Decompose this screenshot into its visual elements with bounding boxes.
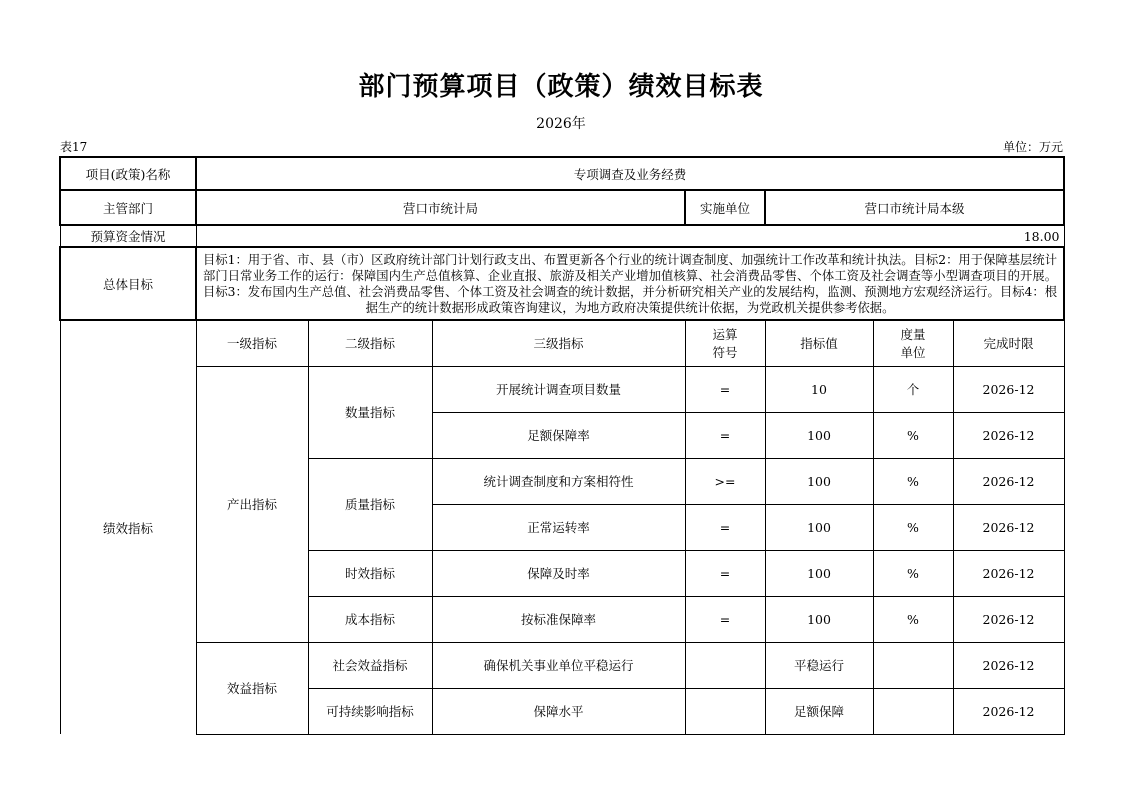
operator-cell: = <box>685 412 765 458</box>
year-label: 2026年 <box>536 116 586 132</box>
goal-text: 目标1：用于省、市、县（市）区政府统计部门计划行政支出、布置更新各个行业的统计调查制度、加强统计工作改革和统计执法。目标2：用于保障基层统计部门日常业务工作的运行：保障国内生产总值核算、企业直报、旅游及相关产业增加值核算、社会消费品零售、个体工资及社会调查等小型调查项目的开展。目标3：发布国内生产总值、社会消费品零售、个体工资及社会调查的统计数据，并分析研究相关产业的发展结构，监测、预测地方宏观经济运行。目标4：根据生产的统计数据形成政策咨询建议，为地方政府决策提供统计依据，为党政机关提供参考依据。 <box>196 247 1064 320</box>
value-cell: 100 <box>765 412 873 458</box>
operator-cell: = <box>685 366 765 412</box>
level3-cell: 保障水平 <box>432 688 685 734</box>
operator-cell: = <box>685 550 765 596</box>
page-title: 部门预算项目（政策）绩效目标表 <box>358 72 764 102</box>
project-name-row <box>60 157 1064 190</box>
deadline-cell: 2026-12 <box>953 688 1064 734</box>
deadline-cell: 2026-12 <box>953 642 1064 688</box>
unit-cell: % <box>873 412 953 458</box>
indicator-header-row <box>60 320 1064 366</box>
budget-row <box>60 225 1064 247</box>
header-level3: 三级指标 <box>432 320 685 366</box>
header-level2: 二级指标 <box>308 320 432 366</box>
level2-quantity: 数量指标 <box>308 366 432 458</box>
value-cell: 平稳运行 <box>765 642 873 688</box>
operator-cell: = <box>685 596 765 642</box>
budget-label: 预算资金情况 <box>60 225 196 247</box>
level2-sustainability: 可持续影响指标 <box>308 688 432 734</box>
level3-cell: 确保机关事业单位平稳运行 <box>432 642 685 688</box>
impl-value: 营口市统计局本级 <box>765 190 1064 225</box>
level1-benefit: 效益指标 <box>196 642 308 734</box>
operator-cell: >= <box>685 458 765 504</box>
value-cell: 100 <box>765 504 873 550</box>
level3-cell: 保障及时率 <box>432 550 685 596</box>
goal-label: 总体目标 <box>60 247 196 320</box>
department-row <box>60 190 1064 225</box>
deadline-cell: 2026-12 <box>953 550 1064 596</box>
dept-label: 主管部门 <box>60 190 196 225</box>
unit-cell: % <box>873 550 953 596</box>
level2-cost: 成本指标 <box>308 596 432 642</box>
deadline-cell: 2026-12 <box>953 504 1064 550</box>
unit-label: 单位：万元 <box>1002 140 1063 154</box>
header-operator: 运算 符号 <box>685 320 765 366</box>
unit-cell: % <box>873 504 953 550</box>
value-cell: 100 <box>765 458 873 504</box>
table-number: 表17 <box>60 140 88 154</box>
deadline-cell: 2026-12 <box>953 458 1064 504</box>
value-cell: 100 <box>765 596 873 642</box>
unit-cell <box>873 642 953 688</box>
unit-cell: 个 <box>873 366 953 412</box>
budget-value: 18.00 <box>196 225 1064 247</box>
header-deadline: 完成时限 <box>953 320 1064 366</box>
level2-quality: 质量指标 <box>308 458 432 550</box>
unit-cell: % <box>873 458 953 504</box>
header-unit: 度量 单位 <box>873 320 953 366</box>
header-level1: 一级指标 <box>196 320 308 366</box>
deadline-cell: 2026-12 <box>953 596 1064 642</box>
project-name-label: 项目(政策)名称 <box>60 157 196 190</box>
level2-social-benefit: 社会效益指标 <box>308 642 432 688</box>
unit-cell: % <box>873 596 953 642</box>
operator-cell <box>685 688 765 734</box>
level1-output: 产出指标 <box>196 366 308 642</box>
value-cell: 100 <box>765 550 873 596</box>
dept-value: 营口市统计局 <box>196 190 685 225</box>
table-row <box>60 366 1064 412</box>
operator-cell: = <box>685 504 765 550</box>
deadline-cell: 2026-12 <box>953 366 1064 412</box>
project-name-value: 专项调查及业务经费 <box>196 157 1064 190</box>
impl-label: 实施单位 <box>685 190 765 225</box>
indicators-section-label: 绩效指标 <box>60 320 196 734</box>
level3-cell: 开展统计调查项目数量 <box>432 366 685 412</box>
operator-cell <box>685 642 765 688</box>
performance-table <box>59 156 1065 735</box>
level3-cell: 足额保障率 <box>432 412 685 458</box>
value-cell: 10 <box>765 366 873 412</box>
level3-cell: 正常运转率 <box>432 504 685 550</box>
unit-cell <box>873 688 953 734</box>
level2-timeliness: 时效指标 <box>308 550 432 596</box>
level3-cell: 统计调查制度和方案相符性 <box>432 458 685 504</box>
header-value: 指标值 <box>765 320 873 366</box>
level3-cell: 按标准保障率 <box>432 596 685 642</box>
value-cell: 足额保障 <box>765 688 873 734</box>
goal-row <box>60 247 1064 320</box>
deadline-cell: 2026-12 <box>953 412 1064 458</box>
table-row <box>60 642 1064 688</box>
